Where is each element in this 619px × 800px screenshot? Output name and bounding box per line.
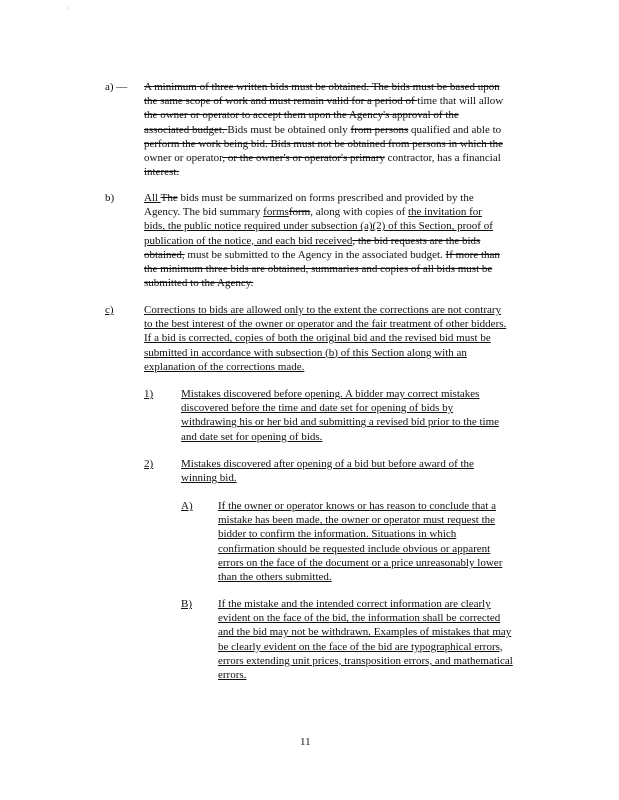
text-line bbox=[144, 191, 500, 205]
subitem-B-label: B) bbox=[181, 598, 192, 610]
inserted-text: the invitation for bbox=[407, 206, 482, 219]
text-run: time that will allow bbox=[417, 95, 504, 108]
subitem-A-label: A) bbox=[181, 500, 193, 512]
inserted-text: winning bid. bbox=[181, 472, 237, 485]
text-run: must be submitted to the Agency in the associated budget. bbox=[184, 248, 446, 261]
text-line bbox=[144, 219, 500, 233]
subitem-2-text bbox=[181, 457, 474, 485]
text-line bbox=[144, 165, 503, 179]
struck-text: the minimum three bids are obtained, summaries and copies of all bids must be bbox=[144, 263, 493, 276]
inserted-text: mistake has been made, the owner or operator must request the bbox=[218, 514, 496, 527]
text-line bbox=[144, 205, 500, 219]
inserted-text: and the bid may not be withdrawn. Examples of mistakes that may bbox=[218, 626, 512, 639]
struck-text: from persons bbox=[350, 123, 409, 136]
text-line bbox=[181, 471, 474, 485]
inserted-text: evident on the face of the bid, the information shall be corrected bbox=[218, 612, 501, 625]
item-a-text bbox=[144, 80, 503, 179]
text-run: Agency. The bid summary bbox=[144, 206, 264, 219]
text-line bbox=[218, 597, 513, 611]
text-line bbox=[181, 387, 499, 401]
text-line bbox=[144, 123, 503, 137]
text-line bbox=[218, 513, 502, 527]
inserted-text: of this Section, proof of bbox=[388, 220, 493, 233]
text-line bbox=[181, 415, 499, 429]
text-line bbox=[144, 360, 506, 374]
text-line bbox=[144, 276, 500, 290]
inserted-text: If the owner or operator knows or has reason to conclude that a bbox=[218, 500, 496, 512]
struck-text: perform the work being bid. Bids must not be obtained from persons in which the bbox=[144, 137, 503, 150]
inserted-text: explanation of the corrections made. bbox=[144, 360, 305, 373]
item-a-label: a) — bbox=[105, 81, 128, 93]
text-line bbox=[144, 317, 506, 331]
text-line bbox=[181, 401, 499, 415]
struck-text: the same scope of work and must remain valid bbox=[144, 95, 352, 108]
text-line bbox=[218, 542, 502, 556]
text-run: qualified and able to bbox=[408, 123, 502, 136]
struck-text: form bbox=[288, 206, 311, 219]
text-line bbox=[218, 499, 502, 513]
text-line bbox=[218, 527, 502, 541]
inserted-text: errors. bbox=[218, 669, 247, 682]
text-line bbox=[144, 248, 500, 262]
struck-text: , or the owner's or operator's bbox=[222, 152, 351, 165]
struck-text: submitted to the Agency. bbox=[144, 277, 254, 290]
inserted-text: If a bid is corrected, copies of both the original bid and the revised bid must be bbox=[144, 332, 491, 345]
inserted-text: confirmation should be requested include obvious or apparent bbox=[218, 542, 491, 555]
text-line bbox=[144, 303, 506, 317]
text-run: bids must be summarized on forms prescribed and provided by the bbox=[177, 192, 474, 204]
struck-text: for a period of bbox=[351, 95, 418, 108]
subitem-A-text bbox=[218, 499, 502, 584]
text-line bbox=[218, 640, 513, 654]
text-line bbox=[218, 556, 502, 570]
text-line bbox=[181, 430, 499, 444]
struck-text: If more than bbox=[445, 248, 500, 261]
struck-text: the owner or operator to accept them upon the Agency's approval of the bbox=[144, 109, 459, 122]
item-c-label: c) bbox=[105, 304, 114, 316]
item-c-text bbox=[144, 303, 506, 374]
text-line bbox=[144, 80, 503, 94]
text-line bbox=[218, 654, 513, 668]
inserted-text: Mistakes discovered before opening. A bidder may correct mistakes bbox=[181, 388, 480, 400]
inserted-text: bidder to confirm the information. Situations in which bbox=[218, 528, 457, 541]
inserted-text: to the best interest of the owner or operator and the fair treatment of other bidders. bbox=[144, 318, 507, 331]
struck-text: interest. bbox=[144, 166, 180, 179]
inserted-text: Mistakes discovered after opening of a bid but before award of the bbox=[181, 458, 474, 470]
text-run: , along with copies of bbox=[310, 206, 408, 219]
struck-text: The bbox=[160, 192, 178, 204]
inserted-text: discovered before the time and date set for opening of bids by bbox=[181, 402, 454, 415]
subitem-1-label: 1) bbox=[144, 388, 154, 400]
inserted-text: than the others submitted. bbox=[218, 571, 332, 584]
text-line bbox=[144, 262, 500, 276]
text-line bbox=[144, 94, 503, 108]
text-line bbox=[144, 137, 503, 151]
text-line bbox=[218, 625, 513, 639]
inserted-text: of the notice, and each bid received bbox=[193, 234, 353, 247]
inserted-text: Corrections to bids are allowed only to the extent the corrections are not contrary bbox=[144, 304, 502, 316]
inserted-text: be clearly evident on the face of the bid are typographical errors, bbox=[218, 640, 503, 653]
inserted-text: withdrawing his or her bid and submitting a revised bid prior to the time bbox=[181, 416, 500, 429]
text-line bbox=[144, 331, 506, 345]
struck-text: , the bid requests are the bids bbox=[352, 234, 481, 247]
inserted-text: forms bbox=[263, 206, 289, 219]
struck-text: A minimum of three written bids must be obtained. The bids must be based upon bbox=[144, 81, 500, 93]
text-line bbox=[181, 457, 474, 471]
inserted-text: All bbox=[144, 192, 161, 204]
subitem-2-label: 2) bbox=[144, 458, 154, 470]
inserted-text: submitted in accordance with subsection (b) of this Section along with an bbox=[144, 346, 467, 359]
text-line bbox=[144, 151, 503, 165]
subitem-1-text bbox=[181, 387, 499, 444]
text-run: contractor, has a financial bbox=[384, 152, 501, 165]
item-b-text bbox=[144, 191, 500, 290]
page-number: 11 bbox=[300, 736, 311, 748]
text-run: owner or operator bbox=[144, 152, 223, 165]
scan-speck: · bbox=[66, 4, 69, 13]
item-b-label: b) bbox=[105, 192, 115, 204]
text-line bbox=[218, 668, 513, 682]
inserted-text: errors on the face of the document or a price unreasonably lower bbox=[218, 556, 503, 569]
inserted-text: If the mistake and the intended correct information are clearly bbox=[218, 598, 491, 610]
inserted-text: and date set for opening of bids. bbox=[181, 430, 323, 443]
struck-text: associated budget. bbox=[144, 123, 228, 136]
text-line bbox=[144, 346, 506, 360]
inserted-text: bids, the public notice required under subsection (a)(2) bbox=[144, 220, 389, 233]
text-line bbox=[144, 234, 500, 248]
text-run: Bids must be obtained only bbox=[227, 123, 351, 136]
inserted-text: publication bbox=[144, 234, 194, 247]
text-line bbox=[218, 611, 513, 625]
struck-text: obtained, bbox=[144, 248, 185, 261]
inserted-text: errors extending unit prices, transposition errors, and mathematical bbox=[218, 654, 513, 667]
struck-text: primary bbox=[350, 152, 385, 165]
text-line bbox=[218, 570, 502, 584]
text-line bbox=[144, 108, 503, 122]
subitem-B-text bbox=[218, 597, 513, 682]
